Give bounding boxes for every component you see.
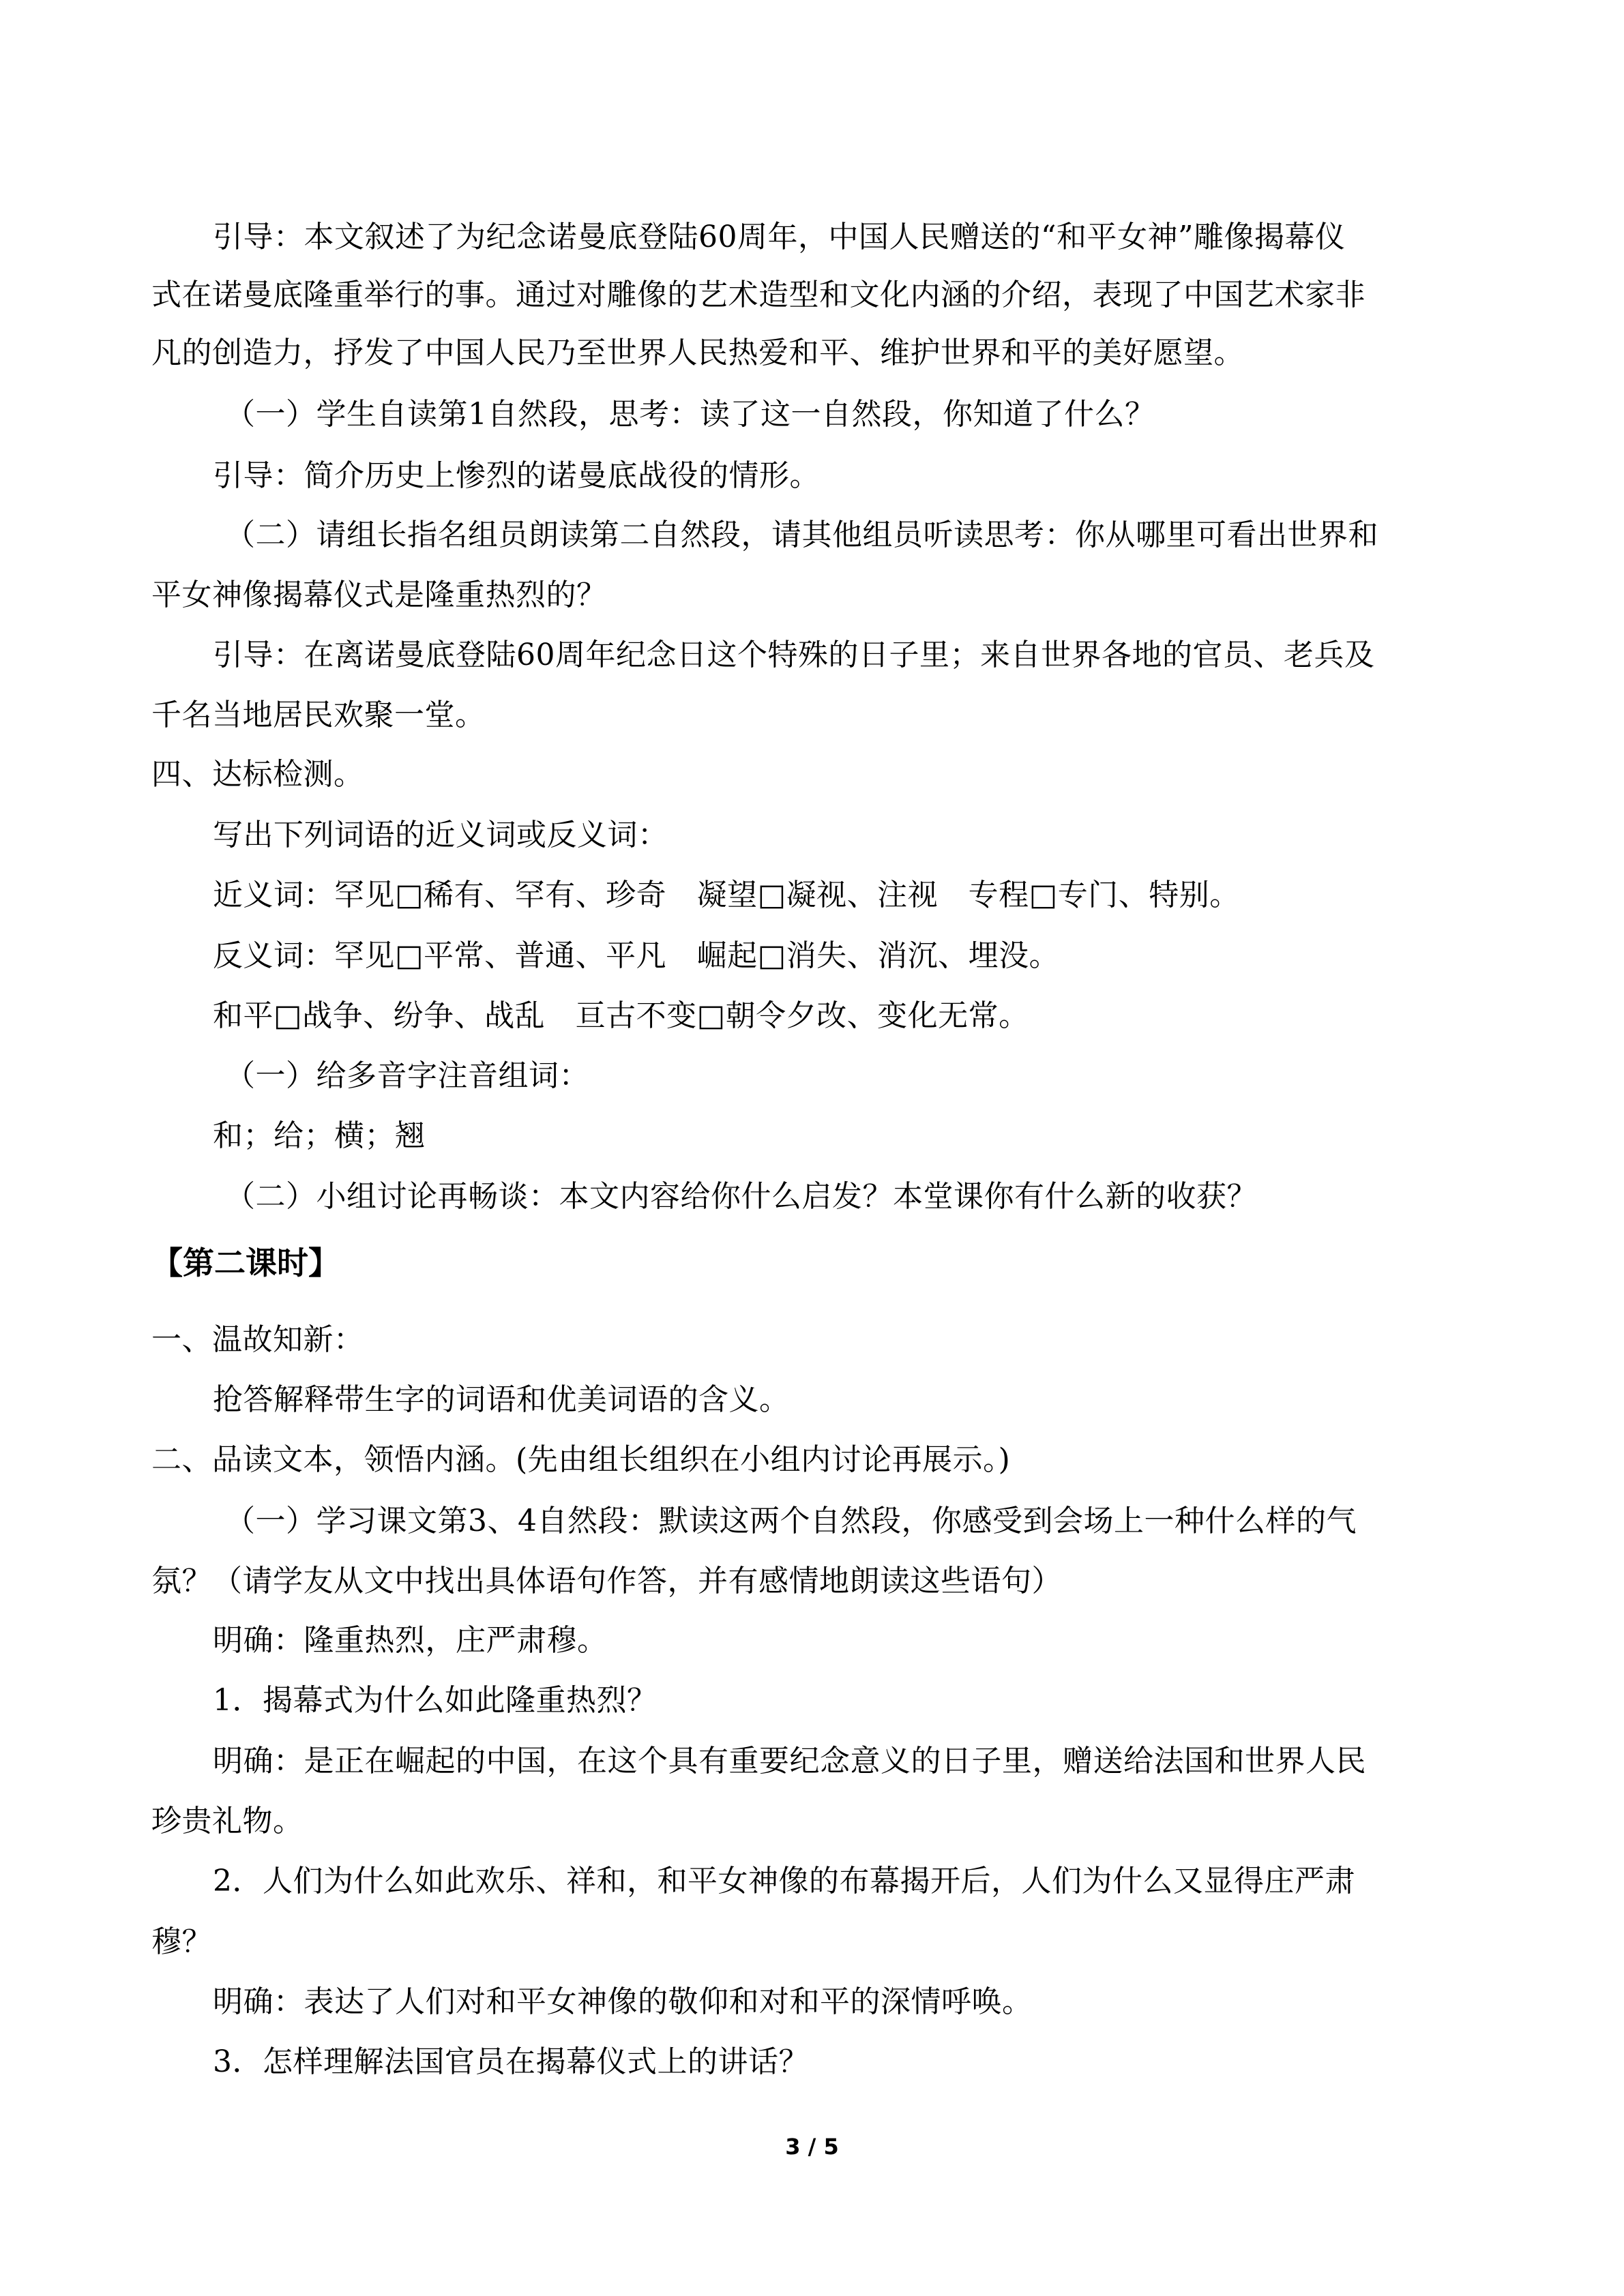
antonym-line: 和平□战争、纷争、战乱 亘古不变□朝令夕改、变化无常。 (213, 998, 1029, 1033)
paragraph-line: 穆？ (151, 1924, 212, 1959)
lesson-heading: 【第二课时】 (151, 1244, 340, 1281)
paragraph-line: （一）学习课文第3、4自然段：默读这两个自然段，你感受到会场上一种什么样的气 (225, 1504, 1357, 1538)
paragraph-line: （二）请组长指名组员朗读第二自然段，请其他组员听读思考：你从哪里可看出世界和 (225, 518, 1378, 552)
paragraph-line: 平女神像揭幕仪式是隆重热烈的？ (151, 578, 607, 612)
paragraph-line: （二）小组讨论再畅谈：本文内容给你什么启发？本堂课你有什么新的收获？ (225, 1179, 1257, 1214)
paragraph-line: 写出下列词语的近义词或反义词： (213, 818, 668, 852)
section-title: 一、温故知新： (151, 1322, 364, 1357)
question-line: 1．揭幕式为什么如此隆重热烈？ (213, 1683, 658, 1718)
paragraph-line: 明确：隆重热烈，庄严肃穆。 (213, 1623, 608, 1658)
paragraph-line: 引导：简介历史上惨烈的诺曼底战役的情形。 (213, 458, 820, 493)
question-line: 2．人们为什么如此欢乐、祥和，和平女神像的布幕揭开后，人们为什么又显得庄严肃 (213, 1864, 1355, 1898)
paragraph-line: 凡的创造力，抒发了中国人民乃至世界人民热爱和平、维护世界和平的美好愿望。 (151, 336, 1244, 370)
paragraph-line: （一）学生自读第1自然段，思考：读了这一自然段，你知道了什么？ (225, 397, 1155, 432)
paragraph-line: 千名当地居民欢聚一堂。 (151, 698, 486, 732)
paragraph-line: 明确：是正在崛起的中国，在这个具有重要纪念意义的日子里，赠送给法国和世界人民 (213, 1744, 1366, 1778)
question-line: 3．怎样理解法国官员在揭幕仪式上的讲话？ (213, 2044, 809, 2079)
paragraph-line: （一）给多音字注音组词： (225, 1058, 589, 1093)
paragraph-line: 抢答解释带生字的词语和优美词语的含义。 (213, 1382, 790, 1417)
paragraph-line: 氛？（请学友从文中找出具体语句作答，并有感情地朗读这些语句） (151, 1564, 1062, 1598)
page-number: 3 / 5 (785, 2134, 839, 2160)
section-title: 二、品读文本，领悟内涵。(先由组长组织在小组内讨论再展示。) (151, 1442, 1011, 1477)
antonym-line: 反义词：罕见□平常、普通、平凡 崛起□消失、消沉、埋没。 (213, 938, 1060, 973)
paragraph-line: 引导：在离诺曼底登陆60周年纪念日这个特殊的日子里；来自世界各地的官员、老兵及 (213, 638, 1375, 672)
section-title: 四、达标检测。 (151, 757, 364, 792)
synonym-line: 近义词：罕见□稀有、罕有、珍奇 凝望□凝视、注视 专程□专门、特别。 (213, 878, 1240, 912)
paragraph-line: 引导：本文叙述了为纪念诺曼底登陆60周年，中国人民赠送的“和平女神”雕像揭幕仪 (213, 220, 1346, 254)
paragraph-line: 珍贵礼物。 (151, 1804, 304, 1838)
paragraph-line: 和；给；横；翘 (213, 1118, 426, 1153)
paragraph-line: 式在诺曼底隆重举行的事。通过对雕像的艺术造型和文化内涵的介绍，表现了中国艺术家非 (151, 278, 1365, 312)
paragraph-line: 明确：表达了人们对和平女神像的敬仰和对和平的深情呼唤。 (213, 1984, 1033, 2019)
